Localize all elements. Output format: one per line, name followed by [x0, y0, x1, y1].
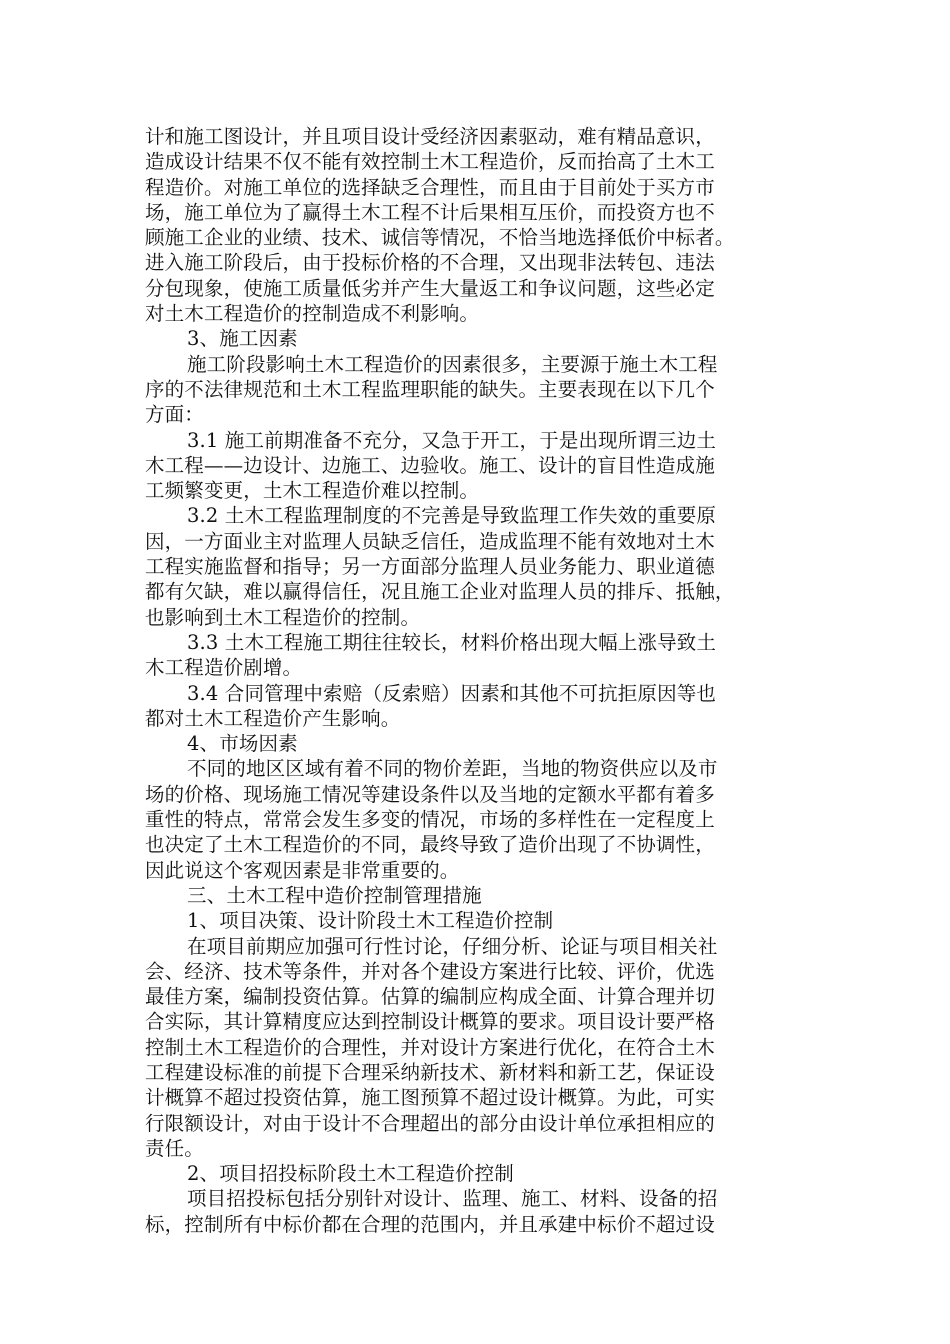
text-line: 木工程——边设计、边施工、边验收。施工、设计的盲目性造成施	[145, 453, 715, 477]
text-line: 序的不法律规范和土木工程监理职能的缺失。主要表现在以下几个	[145, 377, 715, 401]
text-line: 对土木工程造价的控制造成不利影响。	[145, 302, 480, 326]
text-line: 合实际，其计算精度应达到控制设计概算的要求。项目设计要严格	[145, 1010, 715, 1034]
text-line: 4、市场因素	[187, 732, 298, 756]
text-line: 木工程造价剧增。	[145, 656, 303, 680]
text-line: 因此说这个客观因素是非常重要的。	[145, 858, 460, 882]
document-body	[145, 124, 805, 1237]
text-line: 分包现象，使施工质量低劣并产生大量返工和争议问题，这些必定	[145, 276, 715, 300]
text-line: 会、经济、技术等条件，并对各个建设方案进行比较、评价，优选	[145, 959, 715, 983]
text-line: 造成设计结果不仅不能有效控制土木工程造价，反而抬高了土木工	[145, 150, 715, 174]
text-line: 施工阶段影响土木工程造价的因素很多，主要源于施土木工程	[187, 352, 718, 376]
text-line: 3、施工因素	[187, 327, 298, 351]
text-line: 3.1 施工前期准备不充分，又急于开工，于是出现所谓三边土	[187, 428, 717, 452]
text-line: 方面：	[145, 403, 204, 427]
text-line: 程造价。对施工单位的选择缺乏合理性，而且由于目前处于买方市	[145, 175, 715, 199]
text-line: 都对土木工程造价产生影响。	[145, 706, 401, 730]
text-line: 1、项目决策、设计阶段土木工程造价控制	[187, 909, 554, 933]
text-line: 工程建设标准的前提下合理采纳新技术、新材料和新工艺，保证设	[145, 1060, 715, 1084]
text-line: 控制土木工程造价的合理性，并对设计方案进行优化，在符合土木	[145, 1035, 715, 1059]
text-line: 场的价格、现场施工情况等建设条件以及当地的定额水平都有着多	[145, 782, 715, 806]
text-line: 也影响到土木工程造价的控制。	[145, 605, 421, 629]
text-line: 项目招投标包括分别针对设计、监理、施工、材料、设备的招	[187, 1187, 718, 1211]
text-line: 工程实施监督和指导；另一方面部分监理人员业务能力、职业道德	[145, 555, 715, 579]
text-line: 最佳方案，编制投资估算。估算的编制应构成全面、计算合理并切	[145, 985, 715, 1009]
text-line: 不同的地区区域有着不同的物价差距，当地的物资供应以及市	[187, 757, 718, 781]
text-line: 在项目前期应加强可行性讨论，仔细分析、论证与项目相关社	[187, 934, 718, 958]
text-line: 标，控制所有中标价都在合理的范围内，并且承建中标价不超过设	[145, 1212, 715, 1236]
text-line: 3.2 土木工程监理制度的不完善是导致监理工作失效的重要原	[187, 504, 717, 528]
text-line: 行限额设计，对由于设计不合理超出的部分由设计单位承担相应的	[145, 1111, 715, 1135]
text-line: 3.3 土木工程施工期往往较长，材料价格出现大幅上涨导致土	[187, 630, 717, 654]
text-line: 工频繁变更，土木工程造价难以控制。	[145, 479, 480, 503]
text-line: 重性的特点，常常会发生多变的情况，市场的多样性在一定程度上	[145, 808, 715, 832]
text-line: 顾施工企业的业绩、技术、诚信等情况，不恰当地选择低价中标者。	[145, 226, 735, 250]
text-line: 都有欠缺，难以赢得信任，况且施工企业对监理人员的排斥、抵触，	[145, 580, 735, 604]
text-line: 计概算不超过投资估算，施工图预算不超过设计概算。为此，可实	[145, 1086, 715, 1110]
text-line: 计和施工图设计，并且项目设计受经济因素驱动，难有精品意识，	[145, 125, 715, 148]
text-line: 3.4 合同管理中索赔（反索赔）因素和其他不可抗拒原因等也	[187, 681, 717, 705]
text-line: 场，施工单位为了赢得土木工程不计后果相互压价，而投资方也不	[145, 200, 715, 224]
text-line: 进入施工阶段后，由于投标价格的不合理，又出现非法转包、违法	[145, 251, 715, 275]
text-line: 责任。	[145, 1136, 204, 1160]
text-line: 因，一方面业主对监理人员缺乏信任，造成监理不能有效地对土木	[145, 529, 715, 553]
text-line: 三、土木工程中造价控制管理措施	[187, 883, 482, 907]
text-line: 也决定了土木工程造价的不同，最终导致了造价出现了不协调性，	[145, 833, 715, 857]
text-line: 2、项目招投标阶段土木工程造价控制	[187, 1162, 514, 1186]
